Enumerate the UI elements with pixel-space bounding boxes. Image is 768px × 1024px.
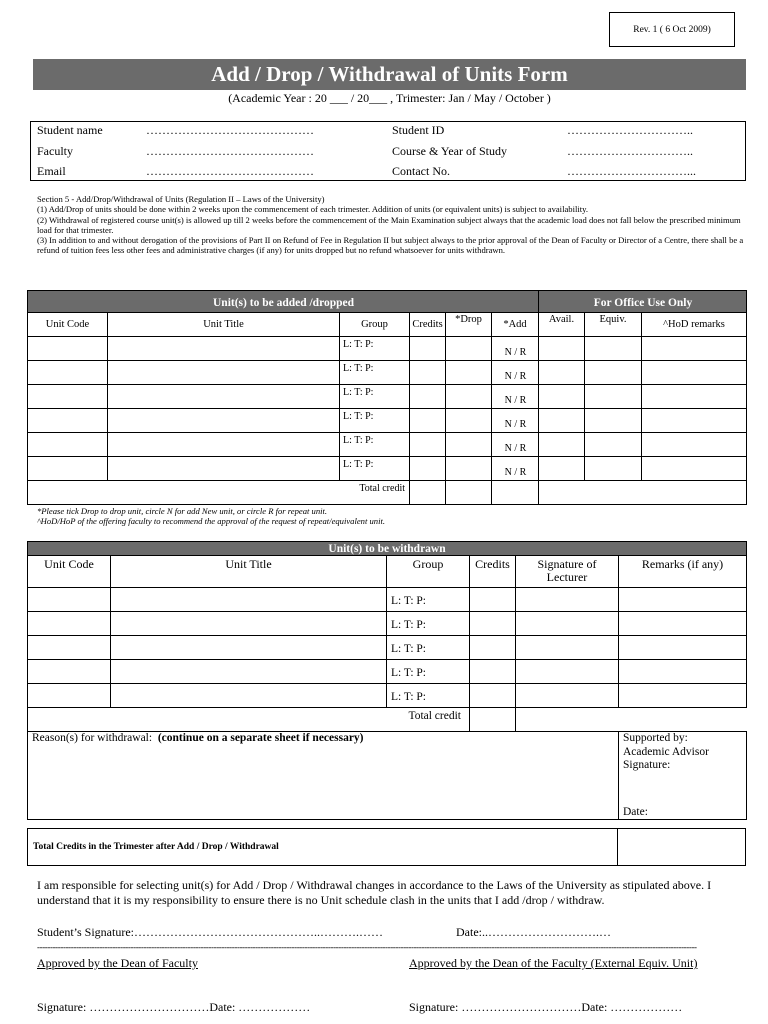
w-group-cell[interactable]: L: T: P: — [387, 684, 470, 708]
add-nr-cell[interactable]: N / R — [492, 361, 539, 385]
student-signature-line[interactable]: Student’s Signature:………………………………………..……….…… — [37, 925, 383, 939]
add-drop-table — [27, 290, 747, 505]
drop-cell[interactable] — [446, 337, 492, 361]
credits-cell[interactable] — [410, 385, 446, 409]
equiv-cell — [585, 337, 642, 361]
advisor-signature-label: Signature: — [623, 759, 671, 771]
w-credits-cell[interactable] — [470, 660, 516, 684]
total-office-cell — [539, 481, 747, 505]
add-nr-cell[interactable]: N / R — [492, 457, 539, 481]
credits-cell[interactable] — [410, 457, 446, 481]
supported-by-label: Supported by: — [623, 732, 688, 744]
hod-remarks-cell — [642, 409, 747, 433]
avail-cell — [539, 385, 585, 409]
separator-dashes: -------------------------------------------------------------------------------------------------------------------------------------------------------------------------------------------------------------------------------------------------------------- — [37, 942, 697, 952]
w-total-credit-label: Total credit — [28, 708, 470, 732]
w-group-cell[interactable]: L: T: P: — [387, 660, 470, 684]
faculty-field[interactable]: …………………………………… — [146, 144, 314, 158]
w-group-cell[interactable]: L: T: P: — [387, 636, 470, 660]
approved-external-label: Approved by the Dean of the Faculty (External Equiv. Unit) — [409, 956, 698, 970]
group-cell[interactable]: L: T: P: — [340, 433, 410, 457]
contact-field[interactable]: …………………………... — [567, 164, 696, 178]
faculty-label: Faculty — [37, 144, 73, 158]
withdrawal-row — [28, 636, 747, 660]
total-credit-label: Total credit — [28, 481, 410, 505]
drop-cell[interactable] — [446, 361, 492, 385]
student-id-label: Student ID — [392, 123, 445, 137]
section5-rule-3: (3) In addition to and without derogation of the provisions of Part II on Refund of Fee in Regulation II but subject always to the prior approval of the Dean of Faculty or Director of a Centre, there shall be a refund of tuition fees less other fees and administrative charges (if any) for units dropped but no refund whatsoever for units withdrawn. — [37, 235, 744, 256]
w-credits-cell[interactable] — [470, 684, 516, 708]
unit-title-cell[interactable] — [108, 361, 340, 385]
hod-remarks-cell — [642, 361, 747, 385]
w-credits-cell[interactable] — [470, 612, 516, 636]
w-unit-title-cell[interactable] — [111, 660, 387, 684]
total-add-cell[interactable] — [492, 481, 539, 505]
withdrawal-table — [27, 541, 747, 820]
unit-title-cell[interactable] — [108, 409, 340, 433]
declaration-text: I am responsible for selecting unit(s) for Add / Drop / Withdrawal changes in accordance to the Laws of the University as stipulated above. I understand that it is my responsibility to ensure there is no Unit schedule clash in the units that I add /drop / withdraw. — [37, 878, 712, 907]
section5-rules — [37, 194, 747, 256]
reason-note: (continue on a separate sheet if necessary) — [157, 732, 364, 744]
reason-cell[interactable] — [28, 732, 619, 820]
w-unit-code-cell[interactable] — [28, 612, 111, 636]
group-cell[interactable]: L: T: P: — [340, 457, 410, 481]
email-label: Email — [37, 164, 66, 178]
unit-code-cell[interactable] — [28, 409, 108, 433]
credits-cell[interactable] — [410, 337, 446, 361]
total-credits-label: Total Credits in the Trimester after Add / Drop / Withdrawal — [33, 842, 279, 852]
w-unit-title-cell[interactable] — [111, 636, 387, 660]
office-use-header: For Office Use Only — [539, 291, 747, 313]
equiv-cell — [585, 361, 642, 385]
w-col-credits: Credits — [470, 556, 516, 588]
col-hod-remarks: ^HoD remarks — [642, 313, 747, 337]
w-remarks-cell[interactable] — [619, 588, 747, 612]
w-remarks-cell[interactable] — [619, 684, 747, 708]
unit-code-cell[interactable] — [28, 457, 108, 481]
avail-cell — [539, 337, 585, 361]
add-drop-row — [28, 361, 747, 385]
course-year-label: Course & Year of Study — [392, 144, 508, 158]
unit-title-cell[interactable] — [108, 385, 340, 409]
equiv-cell — [585, 409, 642, 433]
w-signature-cell[interactable] — [516, 684, 619, 708]
hod-remarks-cell — [642, 337, 747, 361]
withdrawal-row — [28, 612, 747, 636]
w-unit-code-cell[interactable] — [28, 684, 111, 708]
total-credits-divider — [617, 829, 618, 865]
withdrawal-row — [28, 588, 747, 612]
w-col-unit-code: Unit Code — [28, 556, 111, 588]
supported-by-cell[interactable] — [619, 732, 747, 820]
equiv-cell — [585, 385, 642, 409]
drop-cell[interactable] — [446, 457, 492, 481]
form-subtitle: (Academic Year : 20 ___ / 20___ , Trimester: Jan / May / October ) — [228, 91, 551, 105]
w-unit-title-cell[interactable] — [111, 588, 387, 612]
drop-cell[interactable] — [446, 385, 492, 409]
note-drop-add: *Please tick Drop to drop unit, circle N for add New unit, or circle R for repeat unit. — [37, 506, 328, 516]
col-drop: *Drop — [446, 313, 492, 337]
reason-label: Reason(s) for withdrawal: — [32, 732, 153, 744]
revision-box: Rev. 1 ( 6 Oct 2009) — [609, 12, 735, 47]
unit-title-cell[interactable] — [108, 337, 340, 361]
add-drop-row — [28, 457, 747, 481]
student-id-field[interactable]: ………………………….. — [567, 123, 693, 137]
add-nr-cell[interactable]: N / R — [492, 433, 539, 457]
note-hod: ^HoD/HoP of the offering faculty to recommend the approval of the request of repeat/equivalent unit. — [37, 516, 386, 526]
withdrawal-row — [28, 684, 747, 708]
add-drop-row — [28, 433, 747, 457]
w-group-cell[interactable]: L: T: P: — [387, 588, 470, 612]
unit-code-cell[interactable] — [28, 385, 108, 409]
hod-remarks-cell — [642, 433, 747, 457]
w-credits-cell[interactable] — [470, 588, 516, 612]
equiv-cell — [585, 433, 642, 457]
withdrawal-header: Unit(s) to be withdrawn — [28, 542, 747, 556]
w-signature-cell[interactable] — [516, 636, 619, 660]
avail-cell — [539, 457, 585, 481]
w-col-unit-title: Unit Title — [111, 556, 387, 588]
equiv-cell — [585, 457, 642, 481]
w-signature-cell[interactable] — [516, 612, 619, 636]
add-drop-header: Unit(s) to be added /dropped — [28, 291, 539, 313]
col-unit-title: Unit Title — [108, 313, 340, 337]
w-signature-cell[interactable] — [516, 660, 619, 684]
table-notes — [37, 506, 385, 526]
drop-cell[interactable] — [446, 409, 492, 433]
credits-cell[interactable] — [410, 409, 446, 433]
w-col-group: Group — [387, 556, 470, 588]
w-remarks-cell[interactable] — [619, 636, 747, 660]
w-unit-code-cell[interactable] — [28, 636, 111, 660]
w-col-signature: Signature of Lecturer — [516, 556, 619, 588]
w-remarks-cell[interactable] — [619, 612, 747, 636]
form-title: Add / Drop / Withdrawal of Units Form — [33, 59, 746, 90]
w-credits-cell[interactable] — [470, 636, 516, 660]
dean-signature-line[interactable]: Signature: …………………………Date: ……………… — [37, 1000, 311, 1014]
drop-cell[interactable] — [446, 433, 492, 457]
col-add: *Add — [492, 313, 539, 337]
group-cell[interactable]: L: T: P: — [340, 337, 410, 361]
student-name-label: Student name — [37, 123, 103, 137]
credits-cell[interactable] — [410, 361, 446, 385]
add-drop-row — [28, 409, 747, 433]
add-nr-cell[interactable]: N / R — [492, 385, 539, 409]
avail-cell — [539, 433, 585, 457]
hod-remarks-cell — [642, 457, 747, 481]
hod-remarks-cell — [642, 385, 747, 409]
unit-code-cell[interactable] — [28, 337, 108, 361]
unit-code-cell[interactable] — [28, 361, 108, 385]
add-drop-row — [28, 385, 747, 409]
add-nr-cell[interactable]: N / R — [492, 337, 539, 361]
email-field[interactable]: …………………………………… — [146, 164, 314, 178]
w-unit-code-cell[interactable] — [28, 588, 111, 612]
w-unit-title-cell[interactable] — [111, 612, 387, 636]
section5-heading: Section 5 - Add/Drop/Withdrawal of Units (Regulation II – Laws of the University) — [37, 194, 325, 204]
approved-dean-label: Approved by the Dean of Faculty — [37, 956, 198, 970]
student-name-field[interactable]: …………………………………… — [146, 123, 314, 137]
section5-rule-1: (1) Add/Drop of units should be done within 2 weeks upon the commencement of each trimester. Addition of units (or equivalent units) is subject to availability. — [37, 204, 589, 215]
course-year-field[interactable]: ………………………….. — [567, 144, 693, 158]
avail-cell — [539, 409, 585, 433]
credits-cell[interactable] — [410, 433, 446, 457]
total-credit-cell[interactable] — [410, 481, 446, 505]
student-date-line[interactable]: Date:..……………………….… — [456, 925, 611, 939]
col-equiv: Equiv. — [585, 313, 642, 337]
w-total-credit-cell[interactable] — [470, 708, 516, 732]
col-group: Group — [340, 313, 410, 337]
total-drop-cell[interactable] — [446, 481, 492, 505]
contact-label: Contact No. — [392, 164, 450, 178]
advisor-date-label: Date: — [623, 805, 648, 818]
section5-rule-2: (2) Withdrawal of registered course unit(s) is allowed up till 2 weeks before the commencement of the Main Examination subject always that the academic load does not fall below the prescribed minimum load for that trimester. — [37, 214, 741, 235]
w-col-remarks: Remarks (if any) — [619, 556, 747, 588]
col-unit-code: Unit Code — [28, 313, 108, 337]
avail-cell — [539, 361, 585, 385]
total-credits-box — [27, 828, 746, 866]
w-group-cell[interactable]: L: T: P: — [387, 612, 470, 636]
w-remarks-cell[interactable] — [619, 660, 747, 684]
external-signature-line[interactable]: Signature: …………………………Date: ……………… — [409, 1000, 683, 1014]
add-drop-row — [28, 337, 747, 361]
w-total-blank — [516, 708, 747, 732]
unit-title-cell[interactable] — [108, 457, 340, 481]
unit-title-cell[interactable] — [108, 433, 340, 457]
group-cell[interactable]: L: T: P: — [340, 361, 410, 385]
w-unit-title-cell[interactable] — [111, 684, 387, 708]
withdrawal-row — [28, 660, 747, 684]
group-cell[interactable]: L: T: P: — [340, 409, 410, 433]
academic-advisor-label: Academic Advisor — [623, 745, 709, 758]
group-cell[interactable]: L: T: P: — [340, 385, 410, 409]
col-credits: Credits — [410, 313, 446, 337]
add-nr-cell[interactable]: N / R — [492, 409, 539, 433]
student-info-box — [30, 121, 746, 181]
col-avail: Avail. — [539, 313, 585, 337]
w-signature-cell[interactable] — [516, 588, 619, 612]
unit-code-cell[interactable] — [28, 433, 108, 457]
w-unit-code-cell[interactable] — [28, 660, 111, 684]
